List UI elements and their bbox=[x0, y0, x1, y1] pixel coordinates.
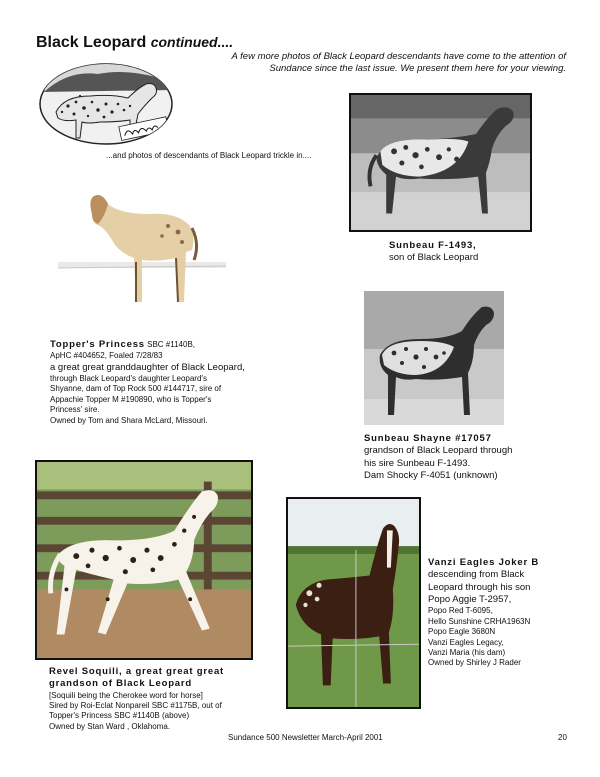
photo-revel-soquili bbox=[35, 460, 253, 660]
title-continued: continued.... bbox=[150, 34, 234, 50]
page-number: 20 bbox=[558, 733, 567, 742]
revel-line2: Sired by Roi-Eclat Nonpareil SBC #1175B, out of bbox=[49, 701, 222, 711]
trickle-text: ...and photos of descendants of Black Leopard trickle in.... bbox=[106, 151, 312, 160]
vanzi-line1: descending from Black bbox=[428, 569, 525, 581]
vanzi-name: Vanzi Eagles Joker B bbox=[428, 557, 540, 568]
shayne-line2: his sire Sunbeau F-1493. bbox=[364, 457, 471, 469]
title-main: Black Leopard bbox=[36, 34, 147, 51]
vanzi-line5: Hello Sunshine CRHA1963N bbox=[428, 616, 531, 626]
shayne-line1: grandson of Black Leopard through bbox=[364, 445, 513, 457]
revel-name1: Revel Soquili, a great great great bbox=[49, 666, 225, 677]
vanzi-line4: Popo Red T-6095, bbox=[428, 606, 493, 616]
caption-toppers-princess bbox=[50, 339, 270, 426]
revel-line1: [Soquili being the Cherokee word for horse] bbox=[49, 690, 203, 700]
intro-text: A few more photos of Black Leopard descendants have come to the attention of Sundance since the last issue. We present them here for your viewing. bbox=[231, 51, 566, 75]
vanzi-line9: Owned by Shirley J Rader bbox=[428, 658, 521, 668]
shayne-name: Sunbeau Shayne #17057 bbox=[364, 433, 492, 444]
caption-vanzi-eagles-joker bbox=[428, 557, 578, 669]
princess-line4: through Black Leopard's daughter Leopard's bbox=[50, 374, 207, 384]
princess-line3: a great great granddaughter of Black Leopard, bbox=[50, 361, 245, 373]
vanzi-line8: Vanzi Maria (his dam) bbox=[428, 647, 506, 657]
princess-line7: Princess' sire. bbox=[50, 405, 100, 415]
vanzi-line2: Leopard through his son bbox=[428, 581, 531, 593]
princess-line8: Owned by Tom and Shara McLard, Missouri. bbox=[50, 415, 208, 425]
princess-reg1: SBC #1140B, bbox=[144, 340, 195, 349]
black-leopard-logo bbox=[38, 62, 174, 146]
sunbeau-line1: son of Black Leopard bbox=[389, 252, 479, 264]
princess-line5: Shyanne, dam of Top Rock 500 #144717, sire of bbox=[50, 384, 222, 394]
revel-line4: Owned by Stan Ward , Oklahoma. bbox=[49, 721, 171, 731]
photo-sunbeau bbox=[349, 93, 532, 232]
caption-revel-soquili bbox=[49, 666, 249, 732]
vanzi-line3: Popo Aggie T-2957, bbox=[428, 594, 512, 606]
sunbeau-name: Sunbeau F-1493, bbox=[389, 240, 477, 251]
princess-line2: ApHC #404652, Foaled 7/28/83 bbox=[50, 351, 163, 361]
vanzi-line7: Vanzi Eagles Legacy, bbox=[428, 637, 504, 647]
revel-line3: Topper's Princess SBC #1140B (above) bbox=[49, 711, 190, 721]
caption-sunbeau-shayne bbox=[364, 433, 544, 482]
photo-toppers-princess bbox=[58, 170, 226, 306]
photo-sunbeau-shayne bbox=[364, 291, 504, 425]
shayne-line3: Dam Shocky F-4051 (unknown) bbox=[364, 470, 498, 482]
photo-vanzi-eagles-joker bbox=[286, 497, 421, 709]
caption-sunbeau bbox=[389, 240, 559, 265]
princess-name: Topper's Princess bbox=[50, 339, 145, 350]
princess-line6: Appachie Topper M #190890, who is Topper's bbox=[50, 394, 212, 404]
vanzi-line6: Popo Eagle 3680N bbox=[428, 627, 496, 637]
footer-text: Sundance 500 Newsletter March-April 2001 bbox=[228, 733, 383, 742]
page-title bbox=[36, 34, 233, 52]
revel-name2: grandson of Black Leopard bbox=[49, 678, 192, 690]
